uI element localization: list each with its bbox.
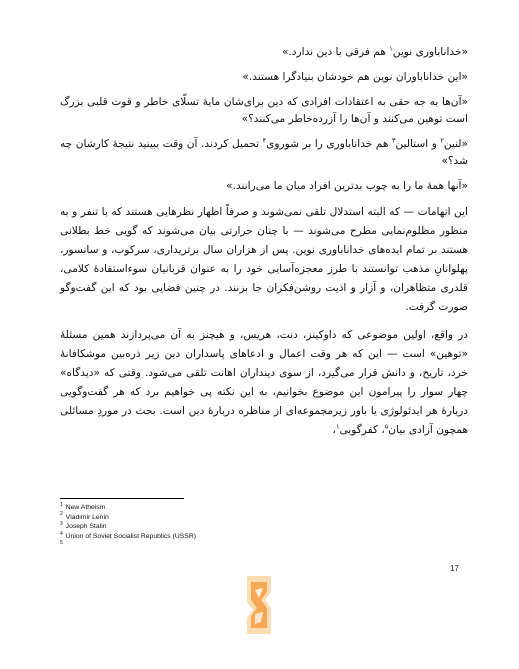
quote-paragraph bbox=[60, 69, 468, 86]
footnote-text: Vladimir Lenin bbox=[65, 513, 109, 521]
footnote-item bbox=[60, 541, 196, 551]
footnote-item bbox=[60, 532, 196, 542]
paragraph-text: «این خداناباوران نوین هم خودشان بنیادگرا هستند.» bbox=[242, 71, 468, 83]
paragraph-text: «خداناباوری نوین bbox=[392, 46, 468, 58]
paragraph-text: در واقع، اولین موضوعی که داوکینز، دنت، هریس، و هیچنز به آن می‌پردازند همین مسئلهٔ «توهین» است — این که هر وقت اعمال و ادعاهای پاسداران دین زیر ذره‌بین موشکافانهٔ خرد، تاریخ، و دانش قرار می‌گیرد، از سوی دینداران اهانت تلقی می‌شود. وقتی که «دیدگاه» چهار سوار را پیرامون این موضوع بخوانیم، به این نکته پی خواهیم برد که هر گفت‌وگویی دربارهٔ هر ایدئولوژی یا باور زیرمجموعه‌ای از مناظره دربارهٔ دین است. بحث در موردِ مسائلی همچون آزادی بیان bbox=[60, 329, 468, 436]
footnote-text: Union of Soviet Socialist Republics (USSR) bbox=[65, 532, 196, 540]
quote-paragraph bbox=[60, 94, 468, 128]
paragraph-text: ، کفرگویی bbox=[339, 424, 385, 436]
body-paragraph bbox=[60, 326, 468, 440]
paragraph-text: «آنها همهٔ ما را به چوب بدترین افراد میان ما می‌رانند.» bbox=[226, 180, 468, 192]
footnote-marker: ۱ bbox=[389, 44, 393, 53]
footnote-marker: ۳ bbox=[391, 136, 396, 145]
paragraph-text: تحمیل کردند. آن وقت ببینید نتیجهٔ کارشان چه شد؟» bbox=[60, 138, 468, 167]
footnote-item bbox=[60, 503, 196, 513]
footnote-marker: ۱ bbox=[335, 422, 340, 431]
paragraph-text: «لنین bbox=[443, 138, 468, 150]
paragraph-text: و استالین bbox=[395, 138, 441, 150]
footnote-text: Joseph Stalin bbox=[65, 523, 107, 531]
footnote-number: 2 bbox=[60, 511, 63, 518]
publisher-logo-icon bbox=[243, 574, 275, 636]
footnote-number: 3 bbox=[60, 520, 63, 527]
quote-paragraph bbox=[60, 178, 468, 195]
footnote-marker: ۴ bbox=[262, 136, 267, 145]
quote-paragraph bbox=[60, 44, 468, 61]
paragraph-text: این اتهامات — که البته استدلال تلقی نمی‌شوند و صرفاً اظهار نظرهایی هستند که با تنفر و به منظور مظلوم‌نمایی مطرح می‌شوند — با چنان حرارتی بیان می‌شوند که گویی خط بطلانی هستند بر تمام ایده‌های خداناباوری نوین. پس از هزاران سال برتریداری، سرکوب، و سانسور، پهلوانانِ مذهب توانستند با طرز معجزه‌آسایی خود را به عنوان قربانیان سوءاستفادهٔ کلامی، قلدری متظاهران، و آزار و اذیت روشن‌فکران جا بزنند. در چنین فضایی بود که این گفت‌وگو صورت گرفت. bbox=[60, 206, 468, 313]
footnote-number: 4 bbox=[60, 530, 63, 537]
page-number: 17 bbox=[450, 564, 459, 573]
footnote-number: 1 bbox=[60, 501, 63, 508]
body-paragraph bbox=[60, 203, 468, 317]
footnote-item bbox=[60, 522, 196, 532]
footnote-marker: ۲ bbox=[440, 136, 444, 145]
footnote-marker: ۵ bbox=[384, 422, 389, 431]
footnote-item bbox=[60, 513, 196, 523]
footnote-number: 5 bbox=[60, 540, 63, 547]
paragraph-text: هم فرقی با دین ندارد.» bbox=[281, 46, 390, 58]
quote-paragraph bbox=[60, 136, 468, 170]
paragraph-text: هم خداناباوری را بر شوروی bbox=[266, 138, 392, 150]
footnotes bbox=[60, 503, 196, 551]
footnote-text: New Atheism bbox=[65, 504, 106, 511]
paragraph-text: ، bbox=[332, 424, 336, 436]
paragraph-text: «آن‌ها به جه حقی به اعتقادات افرادی که دین برای‌شان مایهٔ تسلّای خاطر و قوت قلبی بزرگ است توهین می‌کنند و آن‌ها را آزرده‌خاطر می‌کنند؟» bbox=[60, 96, 468, 125]
footnote-separator bbox=[60, 498, 184, 499]
main-text bbox=[60, 44, 468, 449]
